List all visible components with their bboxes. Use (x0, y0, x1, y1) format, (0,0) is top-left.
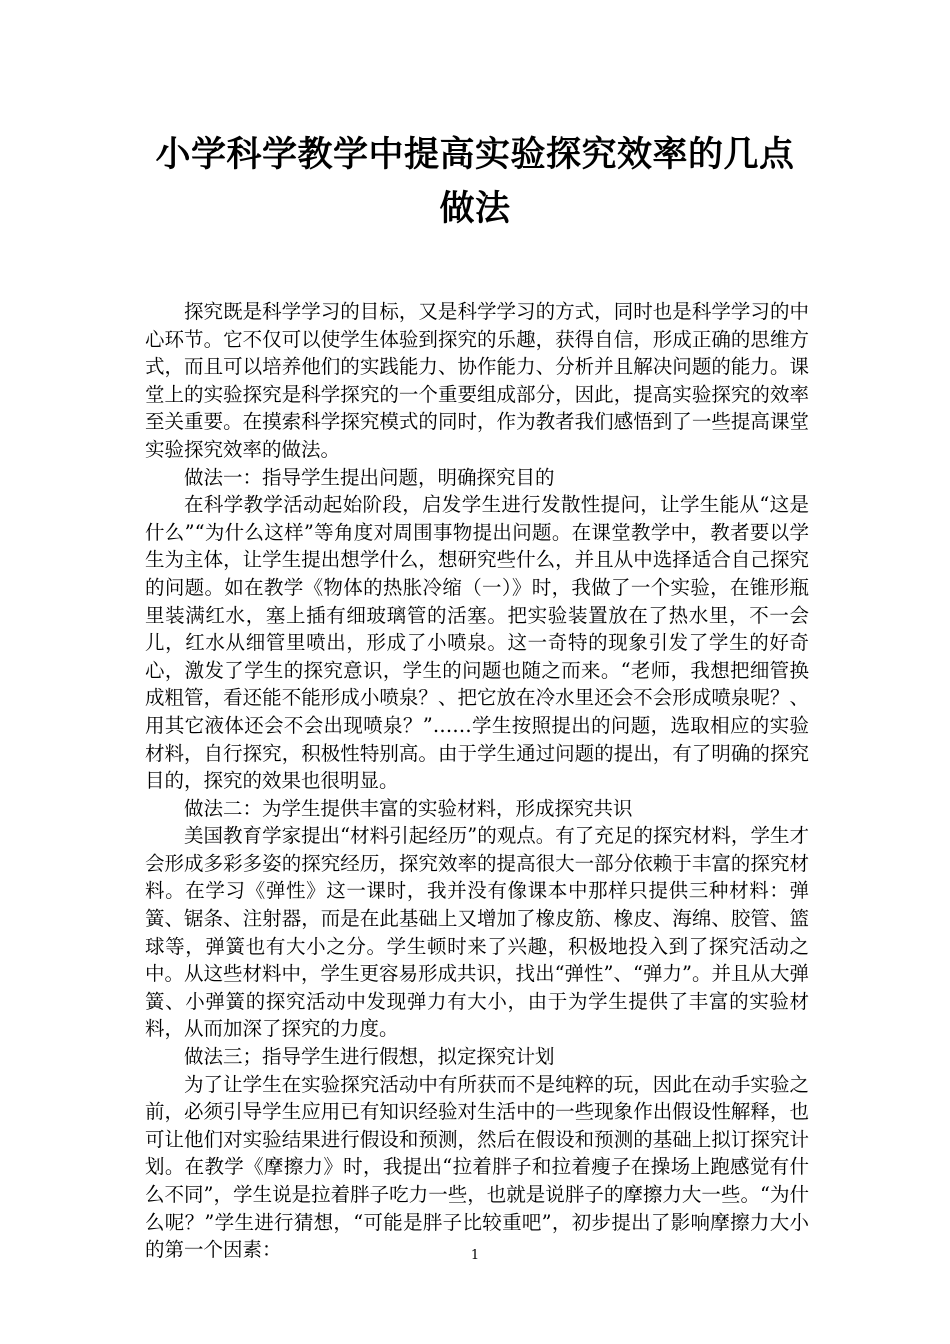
document-title: 小学科学教学中提高实验探究效率的几点做法 (155, 134, 795, 229)
page-number: 1 (470, 1248, 480, 1263)
method-two-heading: 做法二：为学生提供丰富的实验材料，形成探究共识 (184, 796, 633, 820)
method-three-paragraph: 为了让学生在实验探究活动中有所获而不是纯粹的玩，因此在动手实验之前，必须引导学生应用已有知识经验对生活中的一些现象作出假设性解释，也可让他们对实验结果进行假设和预测，然后在假设和预测的基础上拟订探究计划。在教学《摩擦力》时，我提出“拉着胖子和拉着瘦子在操场上跑感觉有什么不同”，学生说是拉着胖子吃力一些，也就是说胖子的摩擦力大一些。“为什么呢？”学生进行猜想，“可能是胖子比较重吧”，初步提出了影响摩擦力大小的第一个因素： (145, 1072, 809, 1262)
method-one-paragraph: 在科学教学活动起始阶段，启发学生进行发散性提问，让学生能从“这是什么”“为什么这样”等角度对周围事物提出问题。在课堂教学中，教者要以学生为主体，让学生提出想学什么，想研究些什么，并且从中选择适合自己探究的问题。如在教学《物体的热胀冷缩（一）》时，我做了一个实验，在锥形瓶里装满红水，塞上插有细玻璃管的活塞。把实验装置放在了热水里，不一会儿，红水从细管里喷出，形成了小喷泉。这一奇特的现象引发了学生的好奇心，激发了学生的探究意识，学生的问题也随之而来。“老师，我想把细管换成粗管，看还能不能形成小喷泉？、把它放在冷水里还会不会形成喷泉呢？、用其它液体还会不会出现喷泉？”……学生按照提出的问题，选取相应的实验材料，自行探究，积极性特别高。由于学生通过问题的提出，有了明确的探究目的，探究的效果也很明显。 (145, 493, 809, 793)
method-one-heading: 做法一：指导学生提出问题，明确探究目的 (184, 465, 555, 489)
intro-paragraph: 探究既是科学学习的目标，又是科学学习的方式，同时也是科学学习的中心环节。它不仅可以使学生体验到探究的乐趣，获得自信，形成正确的思维方式，而且可以培养他们的实践能力、协作能力、分析并且解决问题的能力。课堂上的实验探究是科学探究的一个重要组成部分，因此，提高实验探究的效率至关重要。在摸索科学探究模式的同时，作为教者我们感悟到了一些提高课堂实验探究效率的做法。 (145, 300, 809, 461)
method-two-paragraph: 美国教育学家提出“材料引起经历”的观点。有了充足的探究材料，学生才会形成多彩多姿的探究经历，探究效率的提高很大一部分依赖于丰富的探究材料。在学习《弹性》这一课时，我并没有像课本中那样只提供三种材料：弹簧、锯条、注射器，而是在此基础上又增加了橡皮筋、橡皮、海绵、胶管、篮球等，弹簧也有大小之分。学生顿时来了兴趣，积极地投入到了探究活动之中。从这些材料中，学生更容易形成共识，找出“弹性”、“弹力”。并且从大弹簧、小弹簧的探究活动中发现弹力有大小，由于为学生提供了丰富的实验材料，从而加深了探究的力度。 (145, 824, 809, 1041)
document-body (145, 298, 809, 1264)
method-three-heading: 做法三；指导学生进行假想，拟定探究计划 (184, 1045, 555, 1069)
